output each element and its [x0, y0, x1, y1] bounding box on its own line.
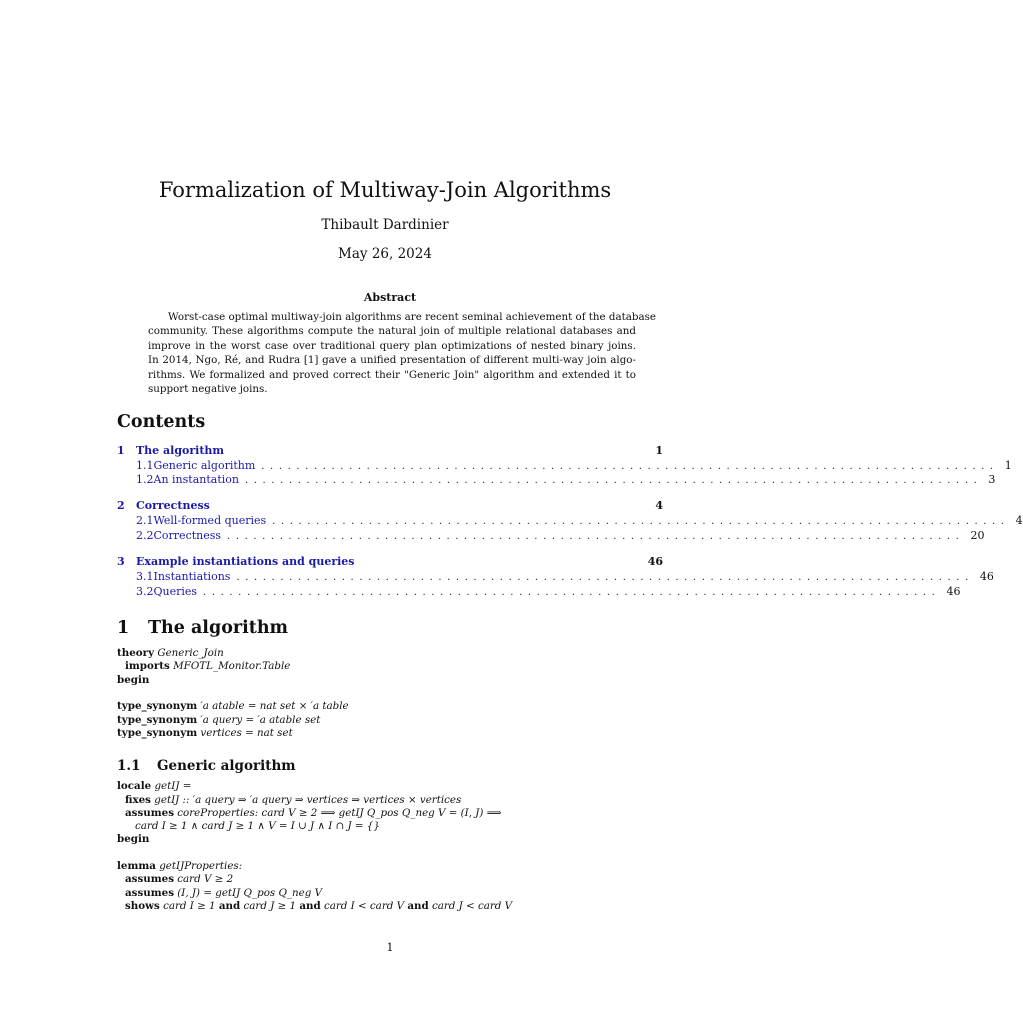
- abstract-line: support negative joins.: [148, 382, 268, 395]
- keyword: and: [299, 900, 321, 912]
- keyword: type_synonym: [117, 714, 198, 726]
- toc-link[interactable]: Well-formed queries: [153, 514, 267, 527]
- toc-number: 2.2: [136, 529, 154, 542]
- abstract-line: Worst-case optimal multiway-join algorithms are recent seminal achievement of the database: [168, 311, 657, 323]
- theory-line: [117, 647, 224, 660]
- type-definition: ′a query = ′a atable set: [200, 714, 321, 726]
- toc-link[interactable]: Instantiations: [153, 570, 231, 583]
- fixes-body: getIJ :: ′a query ⇒ ′a query ⇒ vertices ⇒ vertices × vertices: [154, 794, 462, 806]
- toc-leader: ....................................................................................: [272, 516, 1010, 527]
- begin-line: [117, 674, 149, 687]
- conclusion: card I ≥ 1: [163, 900, 216, 912]
- assumes-name: coreProperties: [177, 807, 255, 819]
- toc-subsection-2-2[interactable]: [136, 529, 985, 543]
- contents-heading: Contents: [117, 412, 206, 432]
- toc-subsection-1-2[interactable]: [136, 473, 996, 487]
- toc-leader: ....................................................................................: [227, 531, 965, 542]
- assumes-continuation: [117, 820, 380, 833]
- type-definition: ′a atable = nat set × ′a table: [200, 700, 349, 712]
- keyword: begin: [117, 833, 150, 845]
- subsection-heading: [117, 757, 296, 775]
- type-synonym-line: [117, 727, 293, 740]
- toc-page: 1: [1004, 459, 1012, 472]
- toc-subsection-1-1[interactable]: [136, 459, 1012, 473]
- abstract-heading: Abstract: [363, 291, 417, 304]
- type-synonym-line: [117, 714, 320, 727]
- keyword: type_synonym: [117, 700, 198, 712]
- document-title: Formalization of Multiway-Join Algorithms: [158, 178, 612, 202]
- section-number: 1: [117, 618, 130, 638]
- toc-leader: ....................................................................................: [244, 475, 983, 486]
- conclusion: card I < card V: [323, 900, 405, 912]
- toc-link[interactable]: An instantation: [153, 473, 239, 486]
- keyword: fixes: [125, 794, 151, 806]
- toc-leader: ....................................................................................: [261, 461, 999, 472]
- subsection-number: 1.1: [117, 758, 141, 774]
- toc-page: 46: [647, 555, 663, 568]
- toc-subsection-3-1[interactable]: [136, 570, 994, 584]
- toc-leader: ....................................................................................: [236, 572, 974, 583]
- conclusion: card J < card V: [431, 900, 513, 912]
- toc-section-1[interactable]: [117, 444, 663, 458]
- lemma-name: getIJProperties:: [159, 860, 243, 872]
- theory-name: Generic_Join: [157, 647, 224, 659]
- keyword: assumes: [125, 807, 174, 819]
- assumption: (I, J) = getIJ Q_pos Q_neg V: [177, 887, 323, 899]
- toc-leader: ....................................................................................: [203, 587, 941, 598]
- keyword: theory: [117, 647, 155, 659]
- imports-name: MFOTL_Monitor.Table: [173, 660, 291, 672]
- fixes-line: [117, 794, 461, 807]
- keyword: begin: [117, 674, 150, 686]
- toc-link[interactable]: Example instantiations and queries: [136, 555, 355, 568]
- section-heading: [117, 617, 288, 639]
- assumes-line: [117, 807, 501, 820]
- toc-subsection-2-1[interactable]: [136, 514, 1023, 528]
- toc-section-3[interactable]: [117, 555, 663, 569]
- toc-subsection-3-2[interactable]: [136, 585, 961, 599]
- conclusion: card J ≥ 1: [243, 900, 297, 912]
- assumes-line: [117, 887, 322, 900]
- locale-name: getIJ =: [154, 780, 192, 792]
- page-number: 1: [386, 941, 394, 954]
- subsection-title: Generic algorithm: [157, 758, 296, 774]
- toc-number: 2.1: [136, 514, 154, 527]
- locale-line: [117, 780, 191, 793]
- toc-section-2[interactable]: [117, 499, 663, 513]
- section-title: The algorithm: [148, 618, 289, 638]
- shows-line: [117, 900, 512, 913]
- toc-number: 1.1: [136, 459, 154, 472]
- toc-page: 3: [988, 473, 996, 486]
- assumes-cont: card I ≥ 1 ∧ card J ≥ 1 ∧ V = I ∪ J ∧ I ∩ J = {}: [135, 820, 380, 832]
- begin-line: [117, 833, 149, 846]
- keyword: shows: [125, 900, 160, 912]
- lemma-line: [117, 860, 242, 873]
- keyword: locale: [117, 780, 152, 792]
- toc-page: 4: [1015, 514, 1023, 527]
- keyword: assumes: [125, 873, 174, 885]
- keyword: imports: [125, 660, 170, 672]
- toc-link[interactable]: Correctness: [136, 499, 210, 512]
- abstract-line: In 2014, Ngo, Ré, and Rudra [1] gave a unified presentation of different multi-way join algo-: [148, 354, 636, 367]
- toc-number: 3: [117, 555, 125, 568]
- keyword: and: [218, 900, 241, 912]
- toc-number: 1: [117, 444, 125, 457]
- toc-number: 3.1: [136, 570, 154, 583]
- toc-link[interactable]: Correctness: [153, 529, 222, 542]
- toc-page: 1: [655, 444, 663, 457]
- assumption: card V ≥ 2: [177, 873, 234, 885]
- author: Thibault Dardinier: [321, 217, 449, 233]
- toc-link[interactable]: Queries: [153, 585, 198, 598]
- keyword: type_synonym: [117, 727, 198, 739]
- toc-page: 4: [655, 499, 663, 512]
- imports-line: [117, 660, 290, 673]
- type-definition: vertices = nat set: [200, 727, 293, 739]
- abstract-line: rithms. We formalized and proved correct their "Generic Join" algorithm and extended it to: [148, 368, 636, 381]
- toc-link[interactable]: Generic algorithm: [153, 459, 256, 472]
- toc-page: 46: [979, 570, 994, 583]
- toc-number: 2: [117, 499, 125, 512]
- assumes-body: : card V ≥ 2 ⟹ getIJ Q_pos Q_neg V = (I, J) ⟹: [254, 807, 502, 819]
- toc-page: 46: [946, 585, 961, 598]
- toc-page: 20: [970, 529, 985, 542]
- toc-number: 3.2: [136, 585, 154, 598]
- type-synonym-line: [117, 700, 349, 713]
- date: May 26, 2024: [338, 246, 432, 262]
- assumes-line: [117, 873, 233, 886]
- toc-number: 1.2: [136, 473, 154, 486]
- toc-link[interactable]: The algorithm: [136, 444, 225, 457]
- keyword: assumes: [125, 887, 174, 899]
- keyword: lemma: [117, 860, 156, 872]
- abstract-line: improve in the worst case over traditional query plan optimizations of nested binary joins.: [148, 339, 636, 352]
- abstract-text: [148, 310, 657, 396]
- keyword: and: [407, 900, 429, 912]
- abstract-line: community. These algorithms compute the natural join of multiple relational databases and: [148, 325, 636, 338]
